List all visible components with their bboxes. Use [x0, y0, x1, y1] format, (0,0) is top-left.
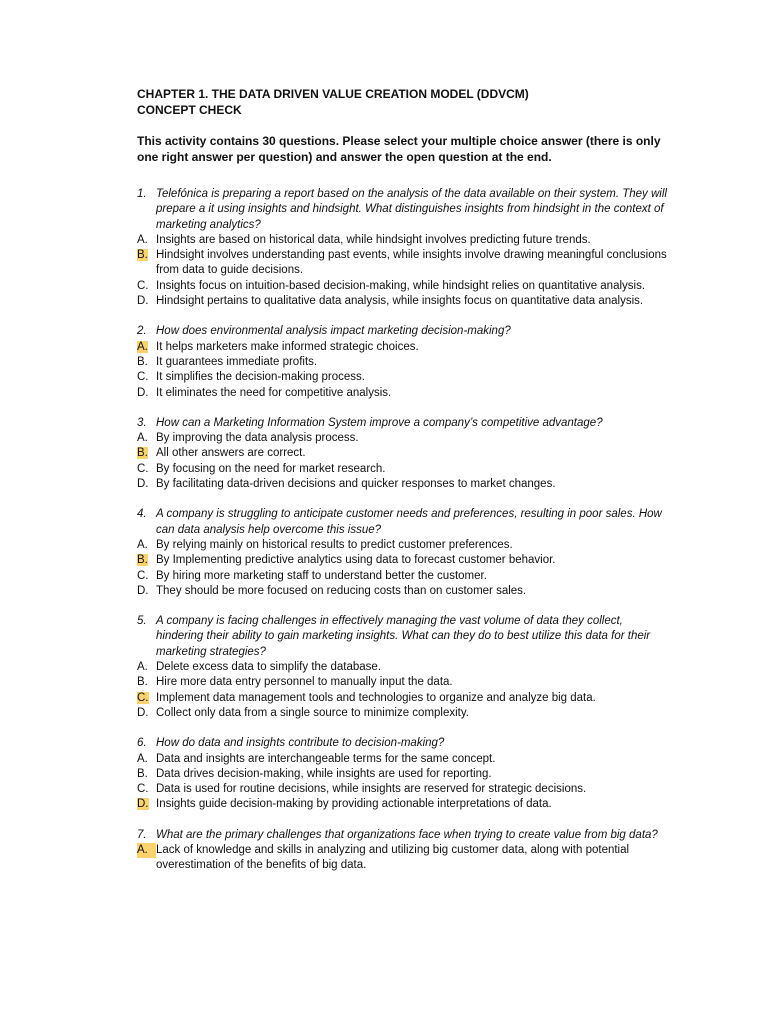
question-block: [137, 324, 667, 400]
option-text: By Implementing predictive analytics using data to forecast customer behavior.: [156, 554, 556, 567]
highlighted-answer: C.: [137, 691, 149, 704]
option-text: Lack of knowledge and skills in analyzing and utilizing big customer data, along with potential overestimation of the benefits of big data.: [156, 843, 630, 872]
option-letter-text: B.: [137, 355, 148, 368]
option-letter: [137, 355, 156, 370]
answer-option: [137, 553, 667, 568]
option-text: Data is used for routine decisions, while insights are reserved for strategic decisions.: [156, 783, 587, 796]
option-letter: [137, 538, 156, 553]
answer-option: [137, 569, 667, 584]
chapter-subtitle: CONCEPT CHECK: [137, 103, 242, 117]
option-letter: [137, 706, 156, 721]
document-content: [137, 86, 667, 889]
answer-option: [137, 797, 667, 812]
option-text: All other answers are correct.: [156, 447, 306, 460]
answer-option: [137, 538, 667, 553]
highlighted-answer: B.: [137, 554, 148, 567]
question-number: 1.: [137, 188, 147, 200]
question-prompt: [137, 736, 667, 751]
answer-option: [137, 340, 667, 355]
answer-option: [137, 584, 667, 599]
option-letter-text: A.: [137, 661, 148, 674]
answer-option: [137, 370, 667, 385]
question-number: 7.: [137, 828, 147, 841]
answer-option: [137, 431, 667, 446]
question-block: [137, 736, 667, 812]
answer-option: [137, 386, 667, 401]
option-text: Delete excess data to simplify the database.: [156, 661, 382, 674]
option-letter-text: D.: [137, 584, 149, 597]
question-number: 5.: [137, 615, 147, 628]
answer-option: [137, 477, 667, 492]
answer-option: [137, 355, 667, 370]
highlighted-answer: D.: [137, 798, 149, 811]
option-letter: [137, 477, 156, 492]
option-letter-text: C.: [137, 462, 149, 475]
option-text: By hiring more marketing staff to understand better the customer.: [156, 569, 487, 582]
option-letter: [137, 340, 156, 355]
answer-option: [137, 446, 667, 461]
option-letter: [137, 843, 156, 874]
highlighted-answer: A.: [137, 340, 148, 353]
option-text: Data drives decision-making, while insights are used for reporting.: [156, 767, 492, 780]
option-letter-text: D.: [137, 295, 149, 308]
option-letter-text: B.: [137, 676, 148, 689]
option-letter-text: A.: [137, 432, 148, 445]
question-block: [137, 614, 667, 721]
option-text: Collect only data from a single source to minimize complexity.: [156, 706, 469, 719]
answer-option: [137, 752, 667, 767]
option-letter-text: C.: [137, 371, 149, 384]
option-letter: [137, 584, 156, 599]
option-letter: [137, 279, 156, 294]
option-text: By improving the data analysis process.: [156, 432, 359, 445]
option-letter-text: A.: [137, 233, 148, 246]
option-letter: [137, 294, 156, 309]
chapter-title: CHAPTER 1. THE DATA DRIVEN VALUE CREATION MODEL (DDVCM): [137, 87, 529, 101]
option-letter: [137, 248, 156, 279]
question-text: A company is struggling to anticipate customer needs and preferences, resulting in poor sales. How can data analysis help overcome this issue?: [156, 508, 662, 536]
option-text: Implement data management tools and technologies to organize and analyze big data.: [156, 691, 596, 704]
answer-option: [137, 279, 667, 294]
question-text: How do data and insights contribute to decision-making?: [156, 737, 445, 750]
answer-option: [137, 706, 667, 721]
question-block: [137, 828, 667, 874]
option-text: It guarantees immediate profits.: [156, 355, 318, 368]
intro-paragraph: This activity contains 30 questions. Please select your multiple choice answer (there is only one right answer per question) and answer the open question at the end.: [137, 134, 661, 164]
answer-option: [137, 691, 667, 706]
question-text: A company is facing challenges in effectively managing the vast volume of data they collect, hindering their ability to gain marketing insights. What can they do to best utilize this data for their marketing strategies?: [156, 615, 651, 658]
option-letter: [137, 386, 156, 401]
answer-option: [137, 675, 667, 690]
question-text: Telefónica is preparing a report based on the analysis of the data available on their system. They will prepare a it using insights and hindsight. What distinguishes insights from hindsight in the context of marketing analytics?: [156, 188, 667, 231]
question-text: How can a Marketing Information System improve a company’s competitive advantage?: [156, 416, 603, 429]
option-text: It eliminates the need for competitive analysis.: [156, 386, 392, 399]
answer-option: [137, 462, 667, 477]
answer-option: [137, 233, 667, 248]
option-letter: [137, 233, 156, 248]
highlighted-answer: B.: [137, 249, 148, 262]
highlighted-answer: B.: [137, 447, 148, 460]
question-block: [137, 416, 667, 492]
answer-option: [137, 767, 667, 782]
answer-option: [137, 843, 667, 874]
option-letter-text: B.: [137, 767, 148, 780]
question-list: [137, 187, 667, 874]
option-letter-text: A.: [137, 752, 148, 765]
option-text: Hire more data entry personnel to manually input the data.: [156, 676, 453, 689]
option-letter-text: C.: [137, 569, 149, 582]
question-number: 4.: [137, 508, 147, 521]
answer-option: [137, 294, 667, 309]
question-number: 6.: [137, 737, 147, 750]
option-text: Insights are based on historical data, while hindsight involves predicting future trends.: [156, 233, 591, 246]
option-text: Hindsight pertains to qualitative data analysis, while insights focus on quantitative data analysis.: [156, 295, 644, 308]
option-letter: [137, 553, 156, 568]
option-letter: [137, 569, 156, 584]
question-block: [137, 187, 667, 309]
question-prompt: [137, 614, 667, 660]
option-text: Insights guide decision-making by providing actionable interpretations of data.: [156, 798, 552, 811]
option-text: Data and insights are interchangeable terms for the same concept.: [156, 752, 496, 765]
option-letter-text: D.: [137, 386, 149, 399]
option-letter-text: D.: [137, 478, 149, 491]
answer-option: [137, 660, 667, 675]
answer-option: [137, 782, 667, 797]
question-prompt: [137, 828, 667, 843]
question-text: How does environmental analysis impact marketing decision-making?: [156, 325, 511, 338]
option-letter-text: A.: [137, 538, 148, 551]
question-prompt: [137, 507, 667, 538]
option-letter: [137, 675, 156, 690]
option-text: Insights focus on intuition-based decision-making, while hindsight relies on quantitative analysis.: [156, 279, 646, 292]
answer-option: [137, 248, 667, 279]
question-prompt: [137, 324, 667, 339]
option-letter-text: C.: [137, 783, 149, 796]
option-letter: [137, 782, 156, 797]
option-text: By focusing on the need for market research.: [156, 462, 386, 475]
question-text: What are the primary challenges that organizations face when trying to create value from big data?: [156, 828, 658, 841]
option-text: Hindsight involves understanding past events, while insights involve drawing meaningful conclusions from data to guide decisions.: [156, 249, 667, 277]
option-letter-text: D.: [137, 706, 149, 719]
option-letter: [137, 462, 156, 477]
option-letter: [137, 767, 156, 782]
option-letter: [137, 752, 156, 767]
option-letter: [137, 691, 156, 706]
option-text: It simplifies the decision-making process.: [156, 371, 365, 384]
highlighted-answer: A.: [137, 843, 156, 858]
question-prompt: [137, 187, 667, 233]
option-text: They should be more focused on reducing costs than on customer sales.: [156, 584, 527, 597]
option-text: By facilitating data-driven decisions and quicker responses to market changes.: [156, 478, 556, 491]
question-prompt: [137, 416, 667, 431]
question-number: 3.: [137, 416, 147, 429]
option-letter: [137, 660, 156, 675]
option-letter: [137, 446, 156, 461]
question-block: [137, 507, 667, 599]
option-letter: [137, 370, 156, 385]
option-letter-text: C.: [137, 279, 149, 292]
question-number: 2.: [137, 325, 147, 338]
option-letter: [137, 797, 156, 812]
option-text: It helps marketers make informed strategic choices.: [156, 340, 419, 353]
option-text: By relying mainly on historical results to predict customer preferences.: [156, 538, 513, 551]
option-letter: [137, 431, 156, 446]
